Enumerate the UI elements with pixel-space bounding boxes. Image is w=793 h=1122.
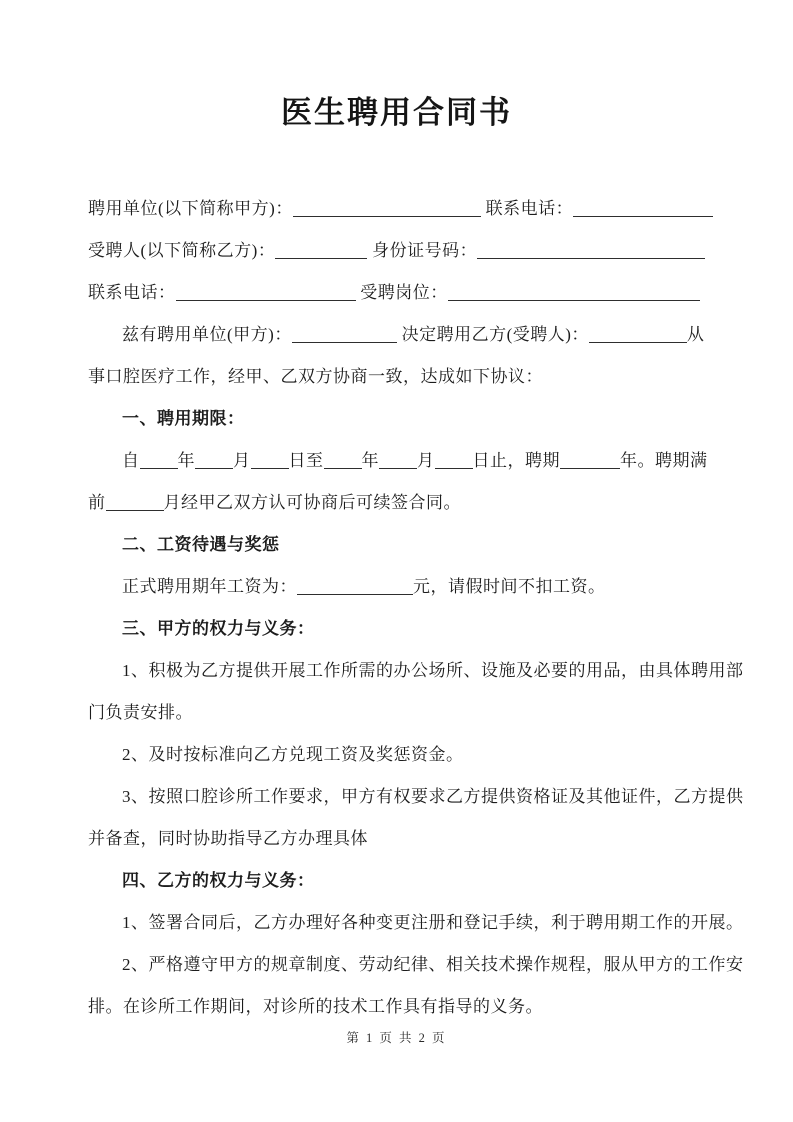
text-run: 并备查，同时协助指导乙方办理具体 bbox=[88, 829, 368, 848]
blank-field bbox=[324, 453, 362, 469]
text-run: 事口腔医疗工作，经甲、乙双方协商一致，达成如下协议： bbox=[88, 367, 543, 386]
text-run: 排。在诊所工作期间，对诊所的技术工作具有指导的义务。 bbox=[88, 997, 543, 1016]
paragraph-line bbox=[88, 314, 705, 356]
text-run: 年 bbox=[361, 451, 379, 470]
blank-field bbox=[140, 453, 178, 469]
blank-field bbox=[573, 201, 713, 217]
blank-field bbox=[251, 453, 289, 469]
paragraph-line bbox=[88, 902, 744, 944]
section-heading bbox=[88, 398, 705, 440]
text-run: 联系电话： bbox=[480, 199, 574, 218]
text-run: 元，请假时间不扣工资。 bbox=[413, 577, 606, 596]
paragraph-line bbox=[88, 776, 744, 818]
text-run: 门负责安排。 bbox=[88, 703, 193, 722]
blank-field bbox=[560, 453, 620, 469]
blank-field bbox=[448, 285, 700, 301]
paragraph-line bbox=[88, 692, 705, 734]
paragraph-line bbox=[88, 440, 708, 482]
blank-field bbox=[589, 327, 687, 343]
document-title: 医生聘用合同书 bbox=[281, 95, 512, 130]
text-run: 联系电话： bbox=[88, 283, 176, 302]
blank-field bbox=[293, 201, 481, 217]
blank-field bbox=[275, 243, 367, 259]
blank-field bbox=[297, 579, 413, 595]
text-run: 决定聘用乙方(受聘人)： bbox=[396, 325, 589, 344]
text-run: 正式聘用期年工资为： bbox=[122, 577, 297, 596]
text-run: 三、甲方的权力与义务： bbox=[122, 619, 315, 638]
text-run: 2、严格遵守甲方的规章制度、劳动纪律、相关技术操作规程，服从甲方的工作安 bbox=[122, 955, 744, 974]
text-run: 日止，聘期 bbox=[472, 451, 560, 470]
text-run: 年。聘期满 bbox=[620, 451, 708, 470]
paragraph-line bbox=[88, 944, 744, 986]
text-run: 聘用单位(以下简称甲方)： bbox=[88, 199, 293, 218]
paragraph-line bbox=[88, 188, 705, 230]
text-run: 前 bbox=[88, 493, 106, 512]
paragraph-line bbox=[88, 734, 705, 776]
text-run: 日至 bbox=[288, 451, 324, 470]
text-run: 3、按照口腔诊所工作要求，甲方有权要求乙方提供资格证及其他证件，乙方提供 bbox=[122, 787, 744, 806]
page-number-footer: 第 1 页 共 2 页 bbox=[346, 1031, 447, 1045]
paragraph-line bbox=[88, 272, 705, 314]
paragraph-line bbox=[88, 818, 705, 860]
text-run: 年 bbox=[177, 451, 195, 470]
paragraph-line bbox=[88, 566, 705, 608]
text-run: 兹有聘用单位(甲方)： bbox=[122, 325, 292, 344]
text-run: 一、聘用期限： bbox=[122, 409, 245, 428]
blank-field bbox=[106, 495, 164, 511]
text-run: 自 bbox=[122, 451, 140, 470]
paragraph-line bbox=[88, 230, 705, 272]
blank-field bbox=[477, 243, 705, 259]
section-heading bbox=[88, 608, 705, 650]
paragraph-line bbox=[88, 356, 705, 398]
text-run: 四、乙方的权力与义务： bbox=[122, 871, 315, 890]
text-run: 从 bbox=[686, 325, 705, 344]
paragraph-line bbox=[88, 482, 705, 524]
blank-field bbox=[292, 327, 397, 343]
text-run: 2、及时按标准向乙方兑现工资及奖惩资金。 bbox=[122, 745, 464, 764]
blank-field bbox=[176, 285, 356, 301]
blank-field bbox=[435, 453, 473, 469]
text-run: 1、积极为乙方提供开展工作所需的办公场所、设施及必要的用品，由具体聘用部 bbox=[122, 661, 744, 680]
text-run: 月 bbox=[233, 451, 251, 470]
text-run: 月经甲乙双方认可协商后可续签合同。 bbox=[163, 493, 461, 512]
paragraph-line bbox=[88, 986, 705, 1028]
document-content bbox=[88, 90, 744, 1028]
text-run: 1、签署合同后，乙方办理好各种变更注册和登记手续，利于聘用期工作的开展。 bbox=[122, 913, 744, 932]
blank-field bbox=[379, 453, 417, 469]
text-run: 月 bbox=[417, 451, 435, 470]
text-run: 二、工资待遇与奖惩 bbox=[122, 535, 280, 554]
text-run: 受聘人(以下简称乙方)： bbox=[88, 241, 276, 260]
paragraph-line bbox=[88, 650, 744, 692]
text-run: 身份证号码： bbox=[367, 241, 478, 260]
blank-field bbox=[195, 453, 233, 469]
text-run: 受聘岗位： bbox=[355, 283, 448, 302]
section-heading bbox=[88, 524, 705, 566]
section-heading bbox=[88, 860, 705, 902]
paragraph-list bbox=[88, 188, 744, 1028]
